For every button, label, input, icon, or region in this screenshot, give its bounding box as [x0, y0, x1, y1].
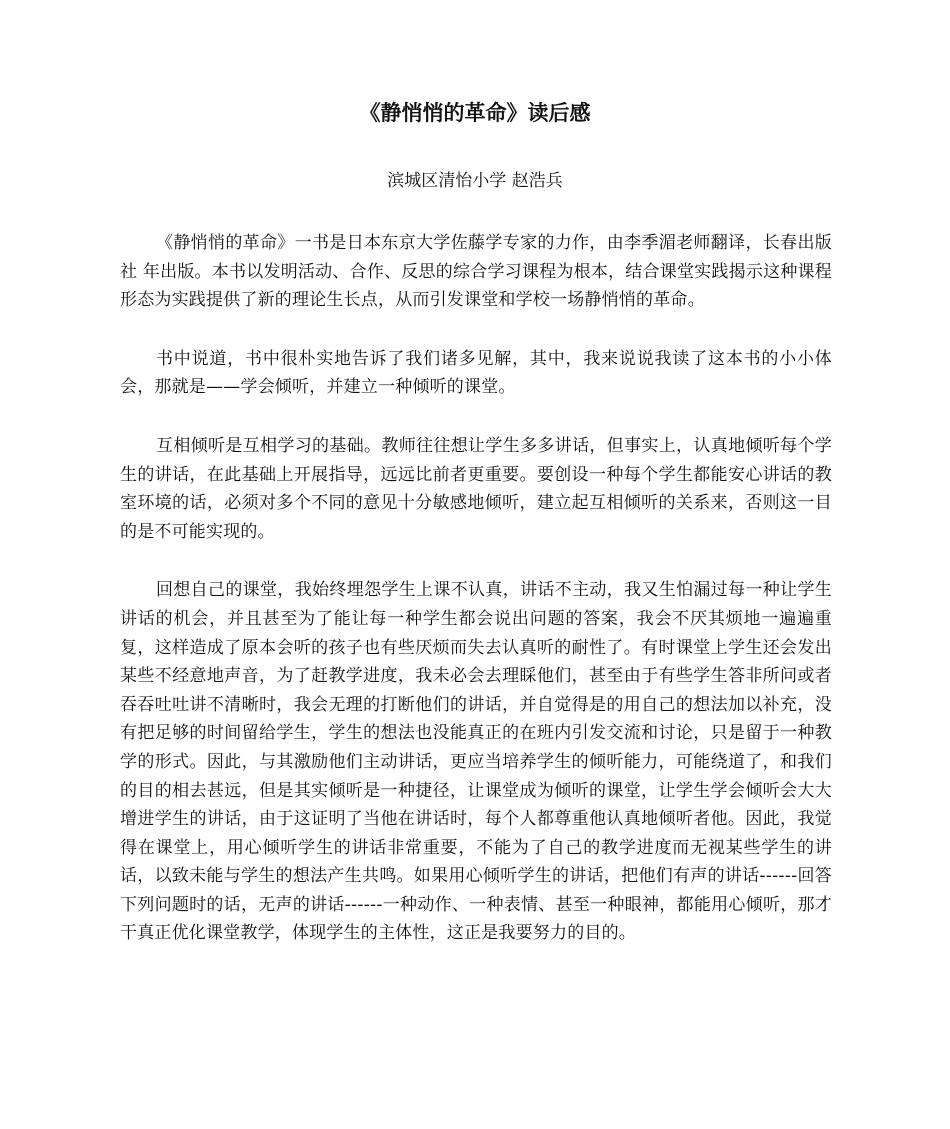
document-title: 《静悄悄的革命》读后感 [359, 101, 591, 125]
paragraph-2: 书中说道，书中很朴实地告诉了我们诸多见解，其中，我来说说我读了这本书的小小体会，那就是——学会倾听，并建立一种倾听的课堂。 [120, 348, 832, 398]
paragraph-1: 《静悄悄的革命》一书是日本东京大学佐藤学专家的力作，由李季湄老师翻译，长春出版社 年出版。本书以发明活动、合作、反思的综合学习课程为根本，结合课堂实践揭示这种课程形态为实践提供了新的理论生长点，从而引发课堂和学校一场静悄悄的革命。 [120, 233, 832, 311]
paragraph-4: 回想自己的课堂，我始终埋怨学生上课不认真，讲话不主动，我又生怕漏过每一种让学生讲话的机会，并且甚至为了能让每一种学生都会说出问题的答案，我会不厌其烦地一遍遍重复，这样造成了原本会听的孩子也有些厌烦而失去认真听的耐性了。有时课堂上学生还会发出某些不经意地声音，为了赶教学进度，我未必会去理睬他们，甚至由于有些学生答非所问或者吞吞吐吐讲不清晰时，我会无理的打断他们的讲话，并自觉得是的用自己的想法加以补充，没有把足够的时间留给学生，学生的想法也没能真正的在班内引发交流和讨论，只是留于一种教学的形式。因此，与其激励他们主动讲话，更应当培养学生的倾听能力，可能绕道了，和我们的目的相去甚远，但是其实倾听是一种捷径，让课堂成为倾听的课堂，让学生学会倾听会大大增进学生的讲话，由于这证明了当他在讲话时，每个人都尊重他认真地倾听者他。因此，我觉得在课堂上，用心倾听学生的讲话非常重要，不能为了自己的教学进度而无视某些学生的讲话，以致未能与学生的想法产生共鸣。如果用心倾听学生的讲话，把他们有声的讲话------回答下列问题时的话，无声的讲话------一种动作、一种表情、甚至一种眼神，都能用心倾听，那才干真正优化课堂教学，体现学生的主体性，这正是我要努力的目的。 [120, 580, 832, 944]
document-body [120, 229, 832, 978]
paragraph-3: 互相倾听是互相学习的基础。教师往往想让学生多多讲话，但事实上，认真地倾听每个学生的讲话，在此基础上开展指导，远远比前者更重要。要创设一种每个学生都能安心讲话的教室环境的话，必须对多个不同的意见十分敏感地倾听，建立起互相倾听的关系来，否则这一目的是不可能实现的。 [120, 435, 832, 542]
document-author: 滨城区清怡小学 赵浩兵 [387, 171, 563, 191]
